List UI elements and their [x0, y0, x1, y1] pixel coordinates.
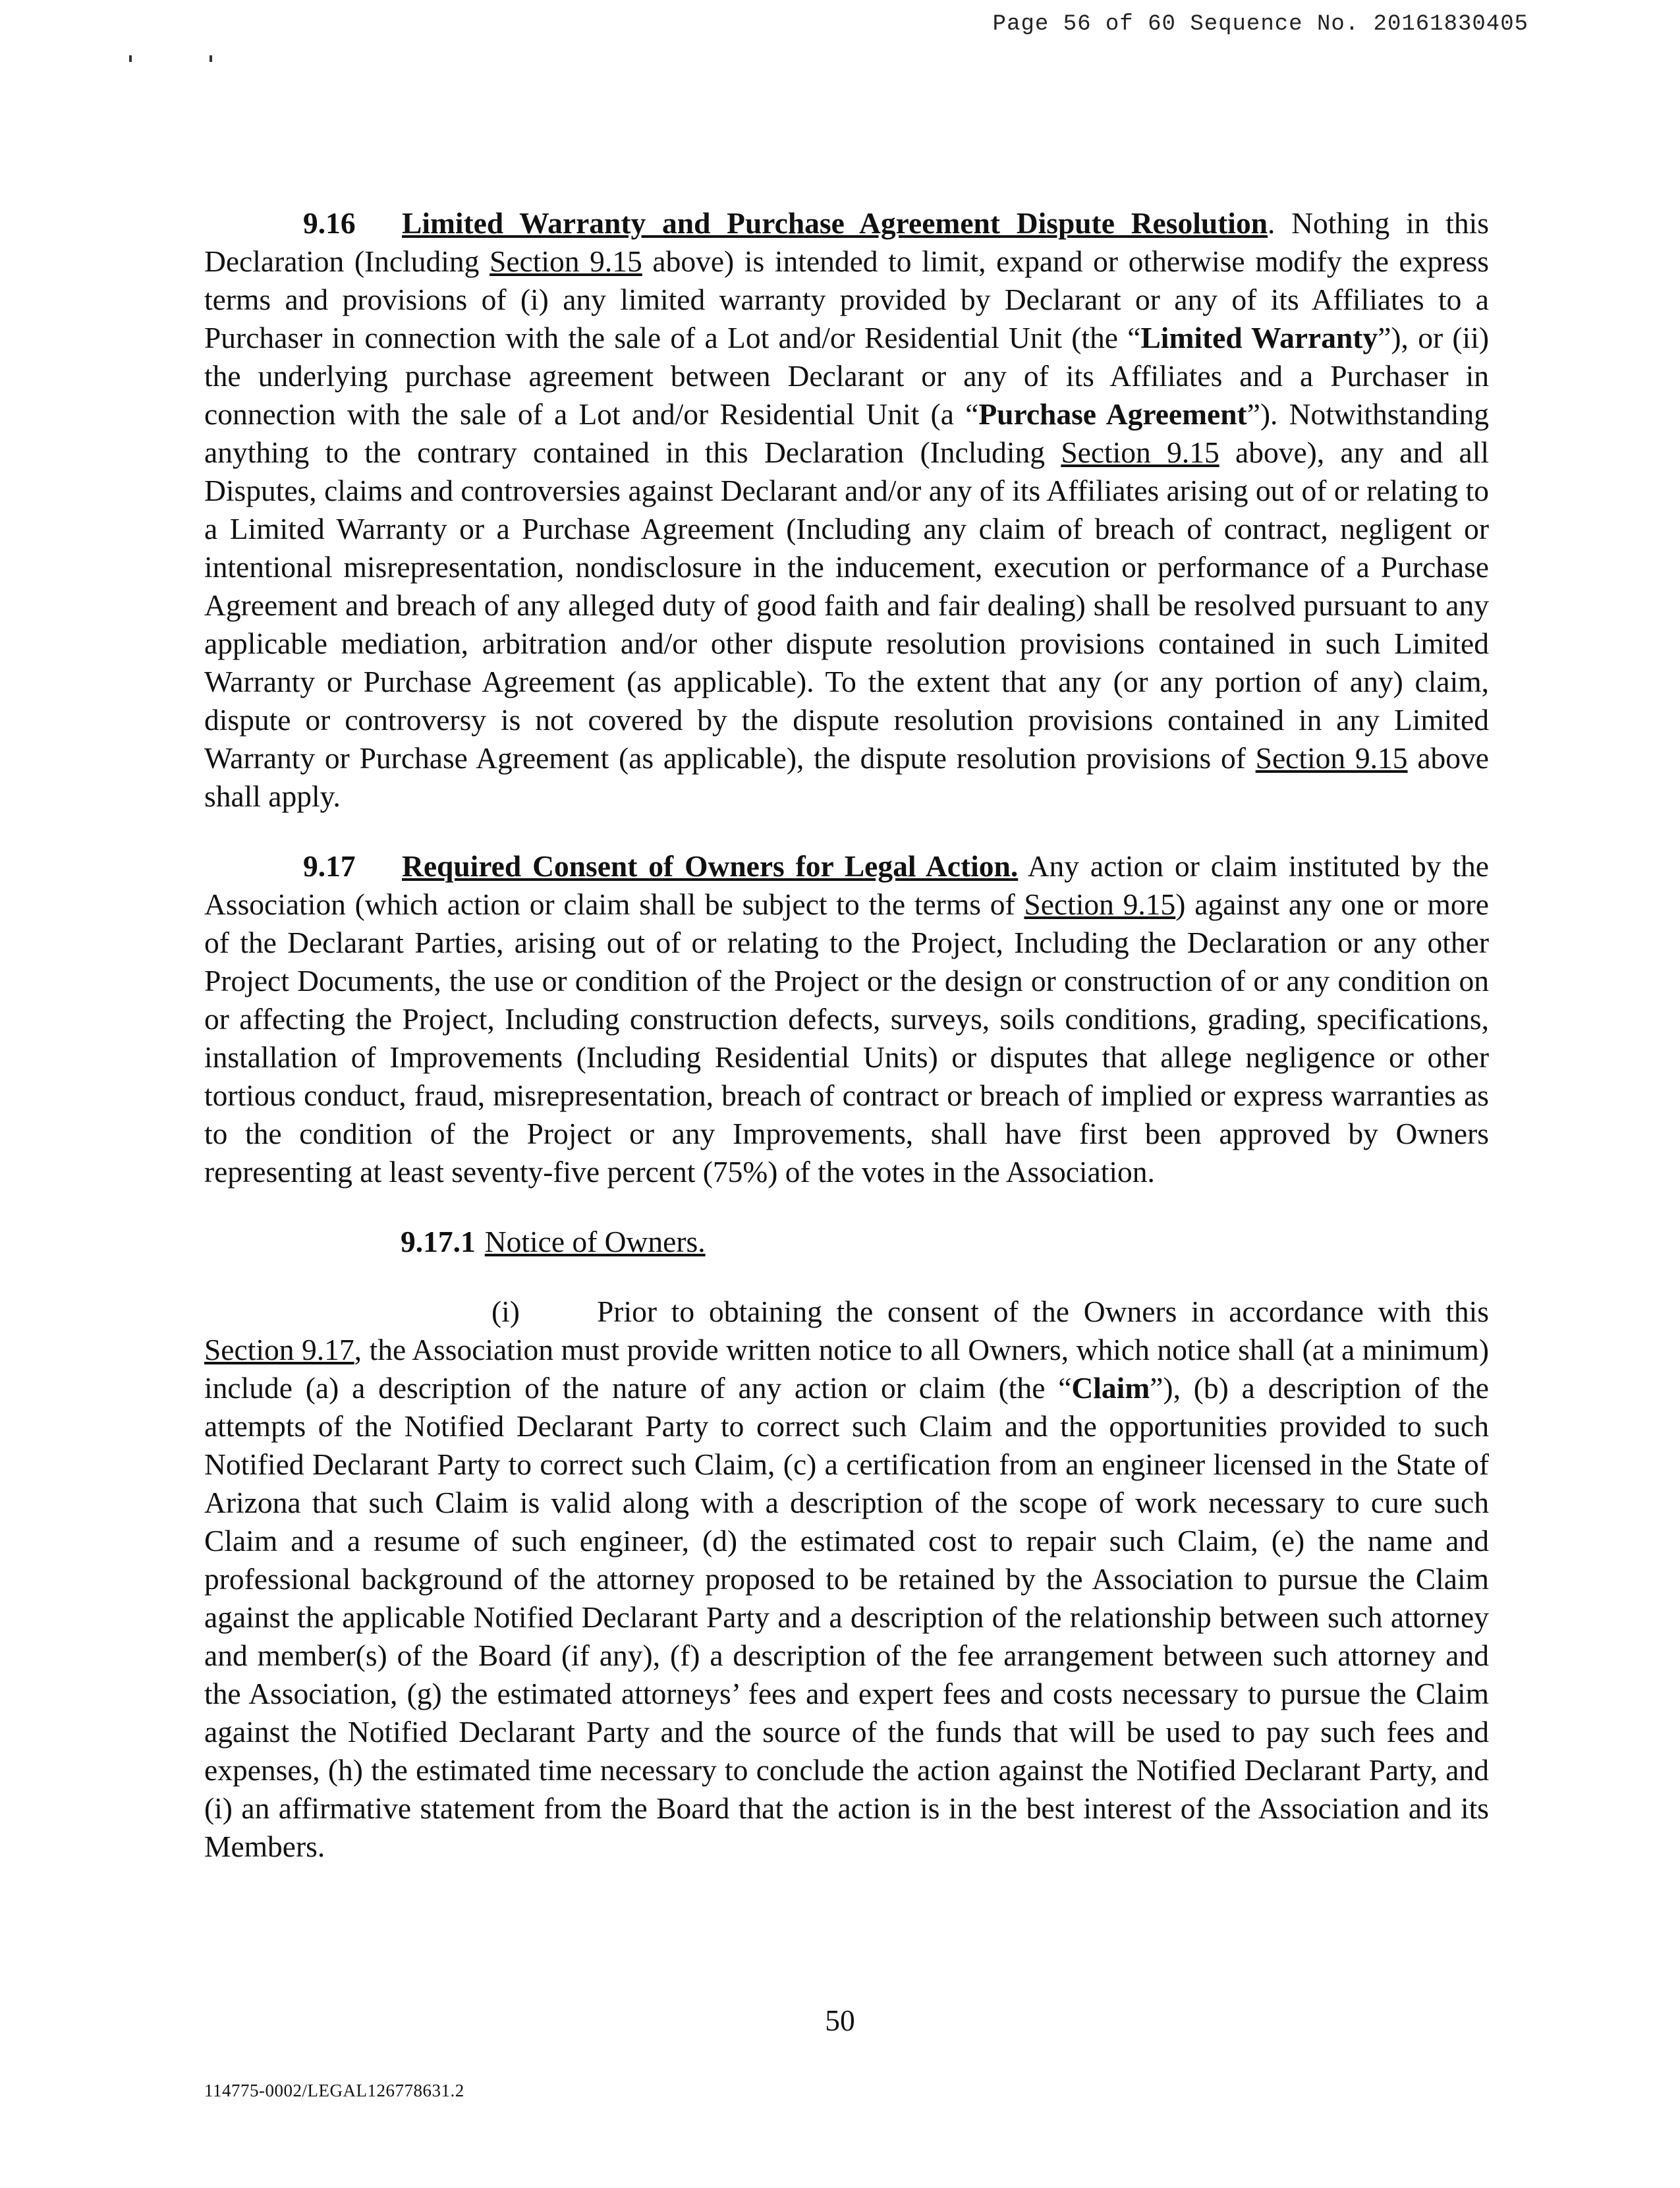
- header-stamp: Page 56 of 60 Sequence No. 20161830405: [992, 12, 1528, 37]
- section-reference: Section 9.15: [1024, 887, 1176, 921]
- section-reference: Section 9.17: [204, 1333, 354, 1366]
- section-heading: Limited Warranty and Purchase Agreement Dispute Resolution: [402, 206, 1268, 240]
- section-reference: Section 9.15: [1061, 435, 1219, 469]
- section-reference: Section 9.15: [1255, 741, 1408, 775]
- section-9-17: 9.17 Required Consent of Owners for Legal Action. Any action or claim instituted by the Association (which action or claim shall be subject to the terms of Section 9.15) against any one or more of the Declarant Parties, arising out of or relating to the Project, Including the Declaration or any other Project Documents, the use or condition of the Project or the design or construction of or any condition on or affecting the Project, Including construction defects, surveys, soils conditions, grading, specifications, installation of Improvements (Including Residential Units) or disputes that allege negligence or other tortious conduct, fraud, misrepresentation, breach of contract or breach of implied or express warranties as to the condition of the Project or any Improvements, shall have first been approved by Owners representing at least seventy-five percent (75%) of the votes in the Association.: [204, 847, 1489, 1191]
- document-body: [204, 204, 1489, 1866]
- section-number: 9.16: [303, 206, 356, 240]
- item-i: (i) Prior to obtaining the consent of the Owners in accordance with this Section 9.17, the Association must provide written notice to all Owners, which notice shall (at a minimum) include (a) a description of the nature of any action or claim (the “Claim”), (b) a description of the attempts of the Notified Declarant Party to correct such Claim and the opportunities provided to such Notified Declarant Party to correct such Claim, (c) a certification from an engineer licensed in the State of Arizona that such Claim is valid along with a description of the scope of work necessary to cure such Claim and a resume of such engineer, (d) the estimated cost to repair such Claim, (e) the name and professional background of the attorney proposed to be retained by the Association to pursue the Claim against the applicable Notified Declarant Party and a description of the relationship between such attorney and member(s) of the Board (if any), (f) a description of the fee arrangement between such attorney and the Association, (g) the estimated attorneys’ fees and expert fees and costs necessary to pursue the Claim against the Notified Declarant Party and the source of the funds that will be used to pay such fees and expenses, (h) the estimated time necessary to conclude the action against the Notified Declarant Party, and (i) an affirmative statement from the Board that the action is in the best interest of the Association and its Members.: [204, 1293, 1489, 1866]
- section-number: 9.17.1: [401, 1225, 476, 1258]
- defined-term: Claim: [1071, 1371, 1150, 1405]
- section-reference: Section 9.15: [490, 244, 642, 278]
- scan-mark: [210, 55, 212, 62]
- item-label: (i): [491, 1295, 520, 1328]
- section-9-16: 9.16 Limited Warranty and Purchase Agreement Dispute Resolution. Nothing in this Declaration (Including Section 9.15 above) is intended to limit, expand or otherwise modify the express terms and provisions of (i) any limited warranty provided by Declarant or any of its Affiliates to a Purchaser in connection with the sale of a Lot and/or Residential Unit (the “Limited Warranty”), or (ii) the underlying purchase agreement between Declarant or any of its Affiliates and a Purchaser in connection with the sale of a Lot and/or Residential Unit (a “Purchase Agreement”). Notwithstanding anything to the contrary contained in this Declaration (Including Section 9.15 above), any and all Disputes, claims and controversies against Declarant and/or any of its Affiliates arising out of or relating to a Limited Warranty or a Purchase Agreement (Including any claim of breach of contract, negligent or intentional misrepresentation, nondisclosure in the inducement, execution or performance of a Purchase Agreement and breach of any alleged duty of good faith and fair dealing) shall be resolved pursuant to any applicable mediation, arbitration and/or other dispute resolution provisions contained in such Limited Warranty or Purchase Agreement (as applicable). To the extent that any (or any portion of any) claim, dispute or controversy is not covered by the dispute resolution provisions contained in any Limited Warranty or Purchase Agreement (as applicable), the dispute resolution provisions of Section 9.15 above shall apply.: [204, 204, 1489, 816]
- defined-term: Limited Warranty: [1140, 321, 1378, 354]
- defined-term: Purchase Agreement: [978, 397, 1247, 431]
- scan-mark: [129, 55, 132, 62]
- section-heading: Required Consent of Owners for Legal Action.: [402, 849, 1019, 883]
- section-9-17-1: [204, 1223, 1489, 1261]
- document-code: 114775-0002/LEGAL126778631.2: [204, 2081, 464, 2100]
- section-number: 9.17: [303, 849, 356, 883]
- section-heading: Notice of Owners.: [484, 1225, 706, 1258]
- page-number: 50: [825, 2004, 855, 2037]
